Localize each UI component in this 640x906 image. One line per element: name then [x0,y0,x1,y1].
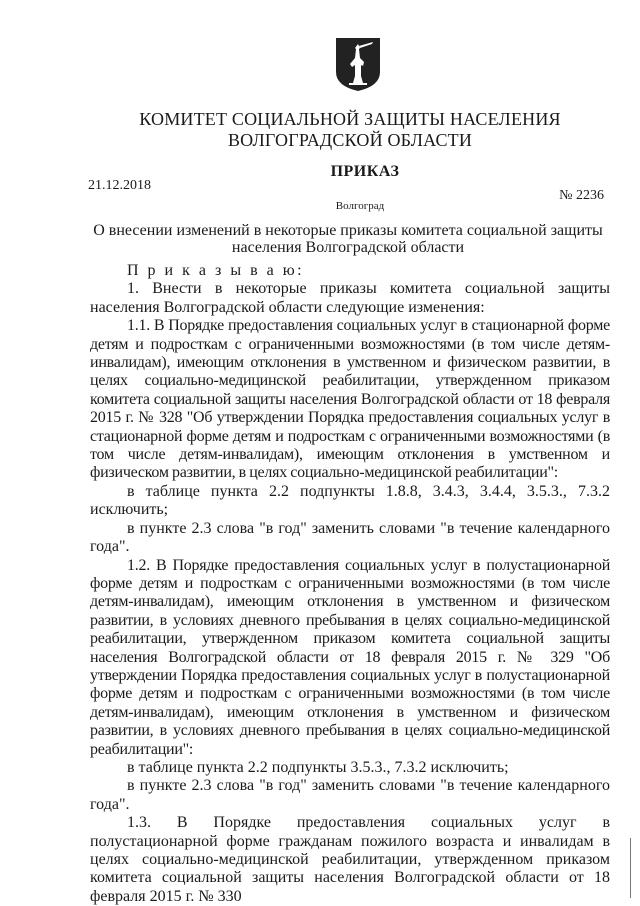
coat-of-arms-icon [333,36,383,92]
organization-name: КОМИТЕТ СОЦИАЛЬНОЙ ЗАЩИТЫ НАСЕЛЕНИЯ [139,109,561,129]
paragraph: 1.1. В Порядке предоставления социальных услуг в стационарной форме детям и подросткам с ограниченными возможностями (в том числе детям-инвалидам), имеющим отклонения в умственном и физическом развитии, в целях социально-медицинской реабилитации, утвержденном приказом комитета социальной защиты населения Волгоградской области от 18 февраля 2015 г. № 328 "Об утверждении Порядка предоставления социальных услуг в стационарной форме детям и подросткам с ограниченными возможностями (в том числе детям-инвалидам), имеющим отклонения в умственном и физическом развитии, в целях социально-медицинской реабилитации": [90,317,610,482]
paragraph: 1.2. В Порядке предоставления социальных услуг в полустационарной форме детям и подросткам с ограниченными возможностями (в том числе детям-инвалидам), имеющим отклонения в умственном и физическом развитии, в условиях дневного пребывания в целях социально-медицинской реабилитации, утвержденном приказом комитета социальной защиты населения Волгоградской области от 18 февраля 2015 г. № 329 "Об утверждении Порядка предоставления социальных услуг в полустационарной форме детям и подросткам с ограниченными возможностями (в том числе детям-инвалидам), имеющим отклонения в умственном и физическом развитии, в условиях дневного пребывания в целях социально-медицинской реабилитации": [90,556,610,758]
paragraph: 1.3. В Порядке предоставления социальных услуг в полустационарной форме гражданам пожилого возраста и инвалидам в целях социально-медицинской реабилитации, утвержденном приказом комитета социальной защиты населения Волгоградской области от 18 февраля 2015 г. № 330 [90,814,610,905]
document-type: ПРИКАЗ [330,163,400,180]
paragraph: в таблице пункта 2.2 подпункты 1.8.8, 3.4.3, 3.4.4, 3.5.3., 7.3.2 исключить; [90,482,610,519]
document-date: 21.12.2018 [88,178,151,193]
document-city: Волгоград [335,200,385,212]
document-subject: О внесении изменений в некоторые приказы комитета социальной защиты населения Волгоградской области [93,222,603,256]
document-body [90,262,610,906]
paragraph: 1. Внести в некоторые приказы комитета социальной защиты населения Волгоградской области следующие изменения: [90,280,610,316]
paragraph: в пункте 2.3 слова "в год" заменить словами "в течение календарного года". [90,519,610,556]
document-number: № 2236 [559,188,604,203]
decree-word: П р и к а з ы в а ю: [127,262,305,279]
paragraph: в пункте 2.3 слова "в год" заменить словами "в течение календарного года". [90,777,610,813]
paragraph: в таблице пункта 2.2 подпункты 3.5.3., 7.3.2 исключить; [127,758,509,776]
organization-region: ВОЛГОГРАДСКОЙ ОБЛАСТИ [227,130,473,150]
scan-edge-mark [630,838,631,898]
